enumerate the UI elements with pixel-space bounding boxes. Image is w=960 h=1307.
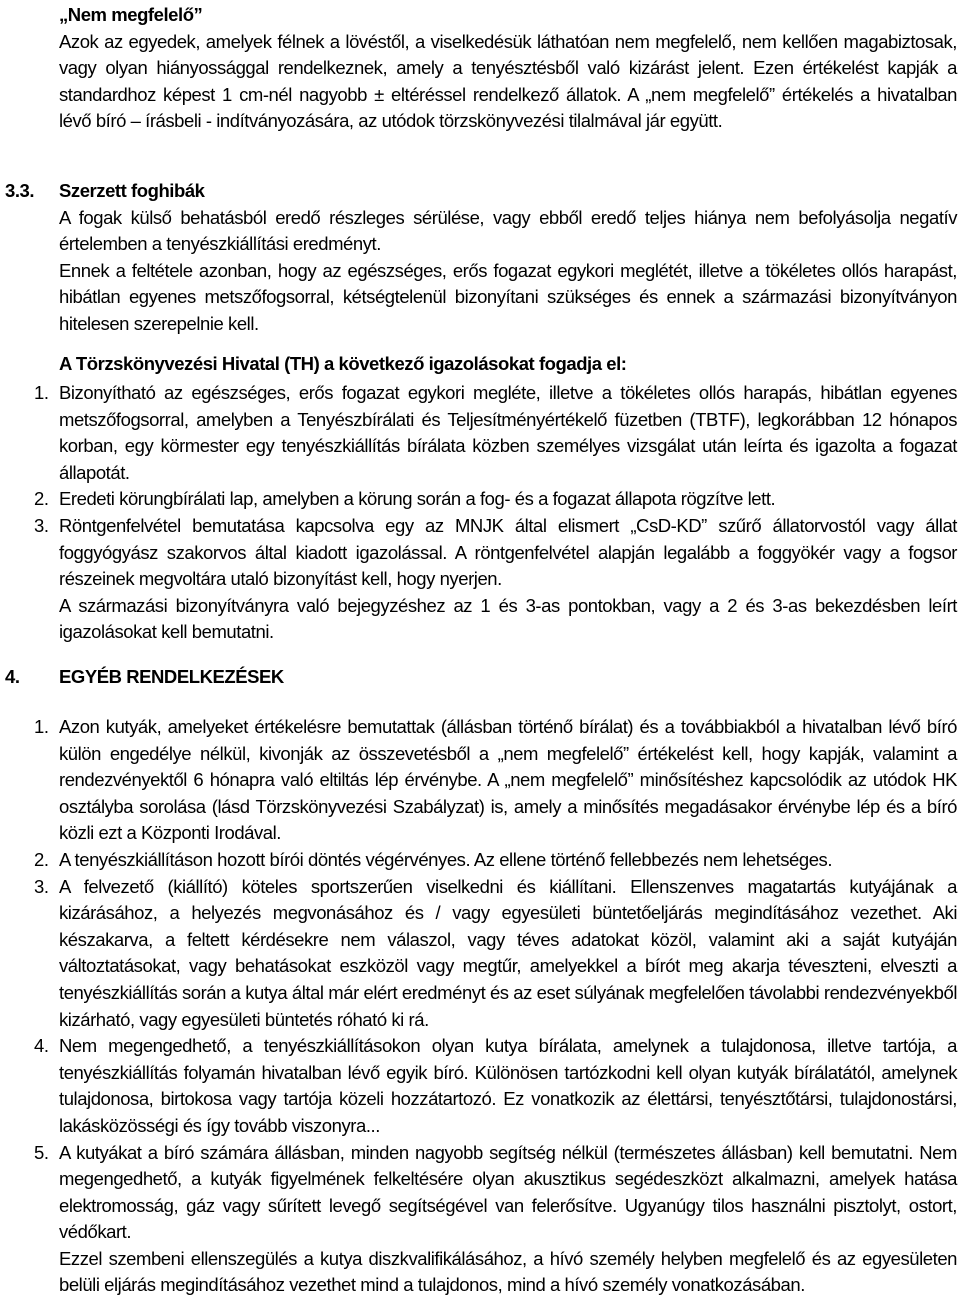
list-item	[0, 513, 957, 593]
list-item-text: Eredeti körungbírálati lap, amelyben a körung során a fog- és a fogazat állapota rögzítve lett.	[59, 488, 776, 510]
section-4-list	[0, 714, 957, 1299]
list-item-number: 1.	[34, 382, 49, 403]
list-item-text: A felvezető (kiállító) köteles sportszerűen viselkedni és kiállítani. Ellenszenves magatartás kutyájának a kizárásához, a helyezés megvonásához és / vagy egyesületi büntetőeljárás megindításához vezethet. Aki készakarva, a feltett kérdésekre nem válaszol, vagy téves adatokat közöl, valamint aki a saját kutyáján változtatásokat, vagy behatásokat eszközöl vagy megtűr, amelyekkel a bírót meg akarja téveszteni, elveszti a tenyészkiállítás során a kutya által már elért eredményt és az eset súlyának megfelelően távolabbi rendezvényekből kizárható, vagy egyesületi büntetés róható ki rá.	[59, 875, 957, 1030]
list-item-text: A kutyákat a bíró számára állásban, minden nagyobb segítség nélkül (természetes állásban) kell bemutatni. Nem megengedhető, a kutyák figyelmének felkeltésére olyan akusztikus segédeszközt alkalmazni, amelyek hatása elektromosság, gáz vagy sűrített levegő segítségével van felerősítve. Ugyanúgy tilos használni pisztolyt, ostort, védőkart.	[59, 1141, 957, 1243]
list-item	[0, 714, 957, 847]
list-item-number: 2.	[34, 848, 49, 870]
section-3-3-paragraph-2: Ennek a feltétele azonban, hogy az egészséges, erős fogazat egykori meglétét, illetve a tökéletes ollós harapást, hibátlan egyenes metszőfogsorral, kétségtelenül bizonyítani szükséges és ennek a származási bizonyítványon hitelesen szerepelnie kell.	[59, 259, 957, 334]
list-item-number: 3.	[34, 514, 49, 536]
list-item	[0, 874, 957, 1034]
list-item-number: 3.	[34, 875, 49, 897]
nem-megfelelo-title: „Nem megfelelő”	[59, 4, 203, 25]
section-4-title: EGYÉB RENDELKEZÉSEK	[59, 666, 284, 687]
section-4-number: 4.	[5, 666, 20, 687]
list-item-text: Röntgenfelvétel bemutatása kapcsolva egy az MNJK által elismert „CsD-KD” szűrő állatorvostól vagy állat foggyógyász szakorvos által kiadott igazolással. A röntgenfelvétel alapján legalább a foggyökér vagy a fogsor részeinek megvoltára utaló bizonyítást kell, hogy nyerjen.	[59, 514, 957, 590]
section-4-closing: Ezzel szembeni ellenszegülés a kutya diszkvalifikálásához, a hívó személy helyben megfelelő és az egyesületen belüli eljárás megindításához vezethet mind a tulajdonos, mind a hívó személy vonatkozásában.	[59, 1247, 957, 1296]
list-item-text: A tenyészkiállításon hozott bírói döntés végérvényes. Az ellene történő fellebbezés nem lehetséges.	[59, 848, 833, 870]
list-item-number: 5.	[34, 1141, 49, 1163]
list-item-text: Nem megengedhető, a tenyészkiállításokon olyan kutya bírálata, amelynek a tulajdonosa, illetve tartója, a tenyészkiállítás folyamán hivatalban lévő egyik bíró. Különösen tartózkodni kell olyan kutyák bírálatától, amelynek tulajdonosa, birtokosa vagy tartója közeli hozzátartozó. Ez vonatkozik az élettársi, tenyésztőtársi, tulajdonostársi, lakásközösségi és így tovább viszonyra...	[59, 1035, 957, 1136]
th-heading-wrap	[59, 351, 957, 378]
list-item	[0, 1033, 957, 1139]
section-3-3-title: Szerzett foghibák	[59, 180, 205, 201]
list-item-text: Bizonyítható az egészséges, erős fogazat egykori megléte, illetve a tökéletes ollós harapás, hibátlan egyenes metszőfogsorral, amelyben a Tenyészbírálati és Teljesítményértékelő füzetben (TBTF), legkorábban 12 hónapos korban, egy körmester egy tenyészkiállítás bírálata közben személyes vizsgálat után leírta és igazolta a fogazat állapotát.	[59, 382, 957, 483]
section-4-heading	[5, 664, 284, 691]
list-item-number: 2.	[34, 488, 49, 510]
list-item-text: Azon kutyák, amelyeket értékelésre bemutattak (állásban történő bírálat) és a továbbiakból a hivatalban lévő bíró külön engedélye nélkül, kivonják az összevetésből a „nem megfelelő” értékelést kell, hogy kapják, valamint a rendezvényektől 6 hónapra való eltiltás lép érvénybe. A „nem megfelelő” minősítéshez kapcsolódik az utódok HK osztályba sorolása (lásd Törzskönyvezési Szabályzat) is, amely a minősítés megadásakor érvénybe lép és a bíró közli ezt a Központi Irodával.	[59, 716, 957, 844]
list-item-number: 4.	[34, 1035, 49, 1057]
list-item	[0, 380, 957, 486]
section-3-3-number: 3.3.	[5, 180, 35, 201]
closing-paragraph-wrap	[0, 1246, 957, 1299]
list-item	[0, 847, 957, 874]
section-3-3-closing: A származási bizonyítványra való bejegyzéshez az 1 és 3-as pontokban, vagy a 2 és 3-as bekezdésben leírt igazolásokat kell bemutatni.	[59, 594, 957, 643]
section-3-3-paragraph-1: A fogak külső behatásból eredő részleges sérülése, vagy ebből eredő teljes hiánya nem befolyásolja negatív értelemben a tenyészkiállítási eredményt.	[59, 206, 957, 255]
list-item-number: 1.	[34, 716, 49, 737]
closing-paragraph-wrap	[0, 593, 957, 646]
list-item	[0, 486, 957, 513]
nem-megfelelo-block	[59, 2, 957, 135]
th-list	[0, 380, 957, 646]
list-item	[0, 1140, 957, 1246]
section-3-3	[59, 178, 957, 338]
nem-megfelelo-text: Azok az egyedek, amelyek félnek a lövéstől, a viselkedésük láthatóan nem megfelelő, nem kellően magabiztosak, vagy olyan hiányossággal rendelkeznek, amely a tenyésztésből való kizárást jelent. Ezen értékelést kapják a standardhoz képest 1 cm-nél nagyobb ± eltéréssel rendelkező állatok. A „nem megfelelő” értékelés a hivatalban lévő bíró – írásbeli - indítványozására, az utódok törzskönyvezési tilalmával jár együtt.	[59, 30, 957, 132]
th-heading: A Törzskönyvezési Hivatal (TH) a következő igazolásokat fogadja el:	[59, 353, 627, 374]
